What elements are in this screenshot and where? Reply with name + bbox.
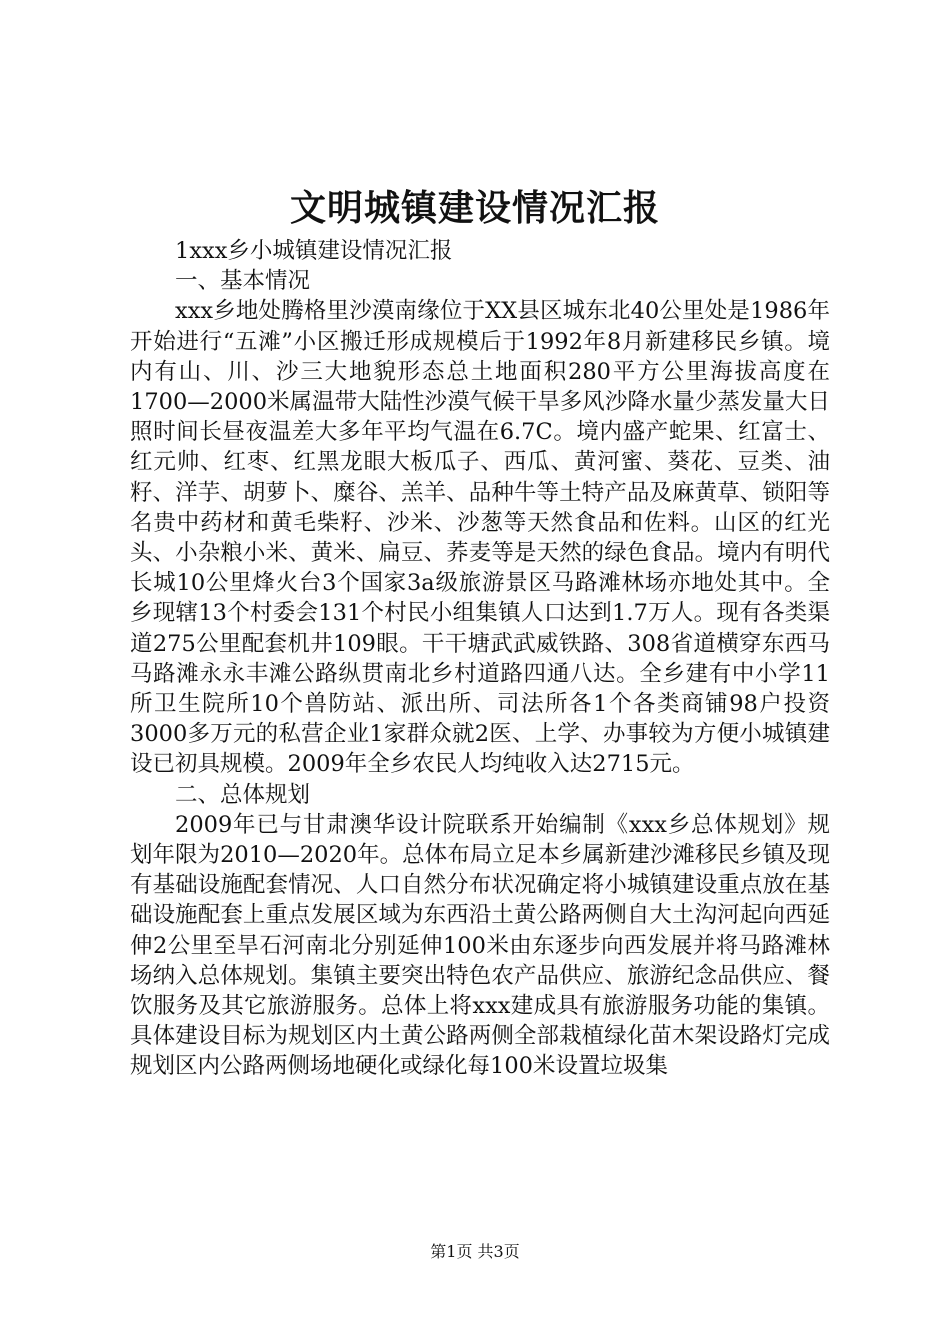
section-heading-basic-situation: 一、基本情况 xyxy=(175,268,311,295)
section-heading-overall-plan: 二、总体规划 xyxy=(175,781,311,808)
paragraph-subtitle: 1xxx乡小城镇建设情况汇报 xyxy=(175,238,453,264)
document-title: 文明城镇建设情况汇报 xyxy=(289,187,660,229)
page-number-footer: 第1页 共3页 xyxy=(430,1242,520,1261)
document-body xyxy=(130,236,830,1082)
paragraph-basic-situation: xxx乡地处腾格里沙漠南缘位于XX县区城东北40公里处是1986年开始进行“五滩”小区搬迁形成规模后于1992年8月新建移民乡镇。境内有山、川、沙三大地貌形态总土地面积280平方公里海拔高度在1700—2000米属温带大陆性沙漠气候干旱多风沙降水量少蒸发量大日照时间长昼夜温差大多年平均气温在6.7C。境内盛产蛇果、红富士、红元帅、红枣、红黑龙眼大板瓜子、西瓜、黄河蜜、葵花、豆类、油籽、洋芋、胡萝卜、糜谷、羔羊、品种牛等土特产品及麻黄草、锁阳等名贵中药材和黄毛柴籽、沙米、沙葱等天然食品和佐料。山区的红光头、小杂粮小米、黄米、扁豆、荞麦等是天然的绿色食品。境内有明代长城10公里烽火台3个国家3a级旅游景区马路滩林场亦地处其中。全乡现辖13个村委会131个村民小组集镇人口达到1.7万人。现有各类渠道275公里配套机井109眼。干干塘武武威铁路、308省道横穿东西马马路滩永永丰滩公路纵贯南北乡村道路四通八达。全乡建有中小学11所卫生院所10个兽防站、派出所、司法所各1个各类商铺98户投资3000多万元的私营企业1家群众就2医、上学、办事较为方便小城镇建设已初具规模。2009年全乡农民人均纯收入达2715元。 xyxy=(130,298,830,778)
paragraph-overall-plan: 2009年已与甘肃澳华设计院联系开始编制《xxx乡总体规划》规划年限为2010—2020年。总体布局立足本乡属新建沙滩移民乡镇及现有基础设施配套情况、人口自然分布状况确定将小城镇建设重点放在基础设施配套上重点发展区域为东西沿土黄公路两侧自大土沟河起向西延伸2公里至旱石河南北分别延伸100米由东逐步向西发展并将马路滩林场纳入总体规划。集镇主要突出特色农产品供应、旅游纪念品供应、餐饮服务及其它旅游服务。总体上将xxx建成具有旅游服务功能的集镇。具体建设目标为规划区内土黄公路两侧全部栽植绿化苗木架设路灯完成规划区内公路两侧场地硬化或绿化每100米设置垃圾集 xyxy=(130,811,830,1080)
